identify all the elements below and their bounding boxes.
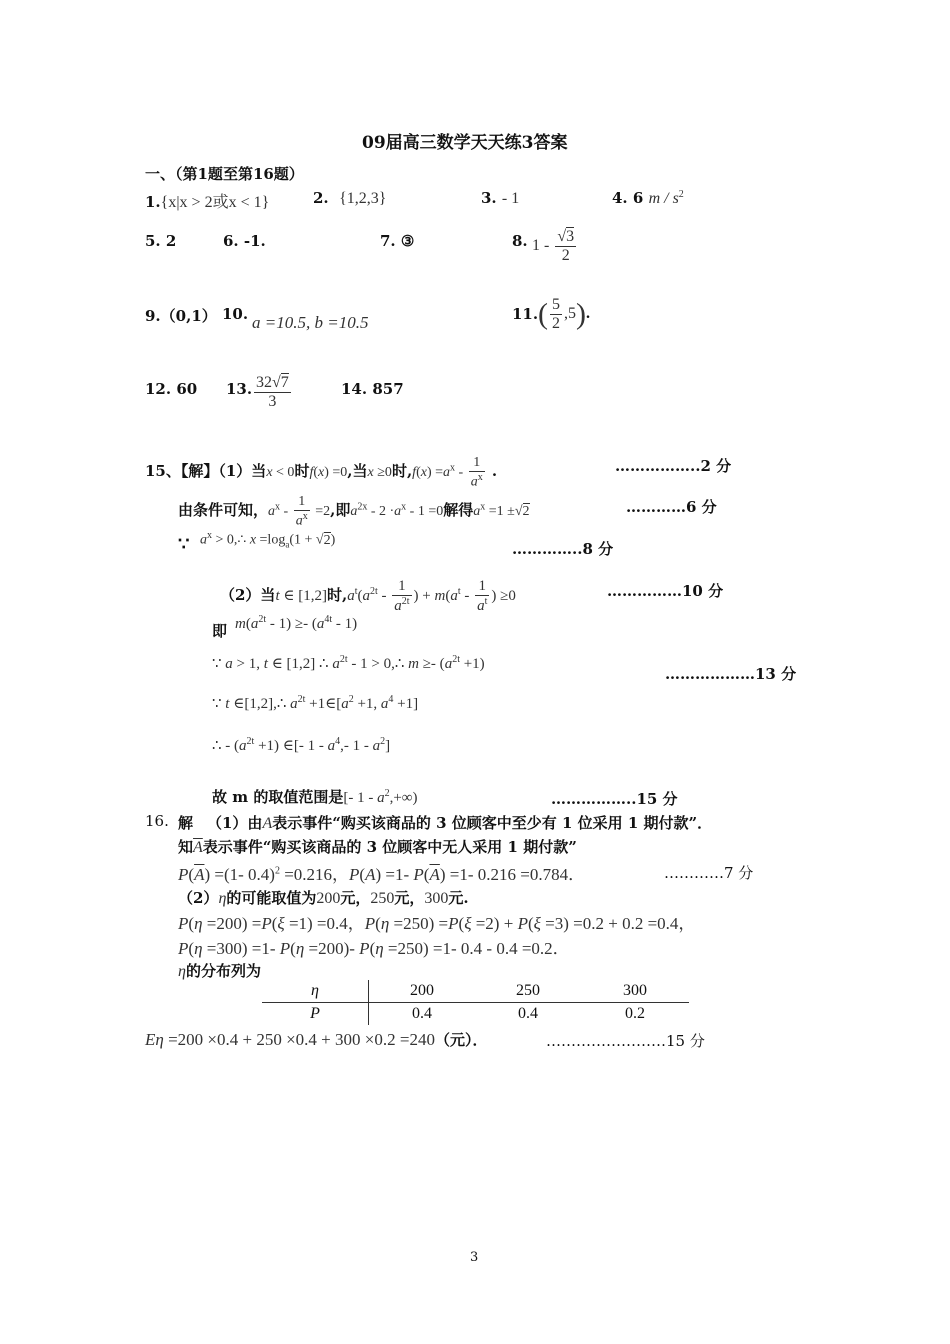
p15-conclusion: 故 m 的取值范围是[- $1 - a^2,+\infty$) — [212, 788, 418, 806]
table-cell: 200 — [369, 980, 476, 1003]
p16-number: 16. — [145, 812, 169, 830]
answer-4-unit: m / s — [648, 190, 679, 207]
p15-score-6: …………6 分 — [626, 498, 717, 516]
answer-5: 5. 2 — [145, 232, 177, 250]
table-cell: 0.4 — [412, 1005, 432, 1022]
table-row — [262, 1003, 689, 1026]
p16-line2: 知$\overline{A}$表示事件“购买该商品的 3 位顾客中无人采用 1 期付款” — [178, 838, 577, 856]
p16-score-15: ……………………15 分 — [546, 1032, 705, 1050]
p16-prob-300: P(η =300) =1- P(η =200)- P(η =250) =1- 0.4 - 0.4 =0.2． — [178, 939, 570, 958]
p15-line1: 15、【解】（1）当x < 0时f(x) =0,当x ≥0时$,f(x) =a^x$ - $\frac{1}{a^x}$ . — [145, 455, 498, 490]
answer-2-expression: {1,2,3} — [339, 190, 387, 207]
p15-ji: 即 — [212, 622, 228, 640]
p16-jie: 解 — [178, 814, 194, 832]
table-cell: 0.4 — [518, 1005, 538, 1022]
distribution-table — [262, 980, 689, 1025]
p15-score-2: ……………..2 分 — [615, 457, 732, 475]
table-cell: 250 — [475, 980, 581, 1003]
section-heading: 一、（第1题至第16题） — [145, 165, 304, 183]
answer-3: 3. - 1 — [481, 189, 520, 207]
answer-2: 2. {1,2,3} — [313, 189, 387, 207]
p15-inequality-3: ∵ t ∈[1,2],∴ $a^{2t}$ $+1\in[a^2 +1$, $a^4 +1$] — [212, 694, 419, 712]
answer-10-expression: a =10.5, b =10.5 — [252, 313, 369, 332]
answer-9: 9.（0,1） — [145, 307, 217, 325]
answer-11-label: 11. — [512, 305, 539, 323]
table-header-row — [262, 980, 689, 1003]
p15-score-13: ………………13 分 — [665, 665, 797, 683]
answer-8-expression: 1 - $\frac{√3}{2}$ — [532, 228, 575, 264]
answer-3-expression: - 1 — [501, 190, 520, 207]
p16-line1: （1）由A表示事件“购买该商品的 3 位顾客中至少有 1 位采用 1 期付款”． — [207, 814, 713, 832]
because-symbol: ∵ — [178, 534, 190, 555]
answer-13-expression: $\frac{32√7}{3}$ — [256, 374, 289, 410]
answer-4: 4. 6 m / $s^2$ — [612, 189, 684, 207]
p16-prob-200-250: P(η =200) =P(ξ =1) =0.4，P(η =250) =P(ξ =2) + P(ξ =3) =0.2 + 0.2 =0.4， — [178, 914, 696, 933]
answer-12: 12. 60 — [145, 380, 198, 398]
answer-8-label: 8. — [512, 232, 528, 250]
p15-line3-expression: $a^x$ > 0,∴ $x =\log_a(1 + √2)$ — [200, 530, 336, 550]
answer-14: 14. 857 — [341, 380, 404, 398]
p15-inequality-2: ∵ a > 1, t ∈ [1,2] ∴ $a^{2t} - 1$ > 0,∴ $m \ge- (a^{2t} +1)$ — [212, 654, 485, 672]
table-cell: η — [262, 980, 369, 1003]
answer-1-expression: {x|x > 2或x < 1} — [160, 194, 270, 211]
answer-6: 6. -1. — [223, 232, 266, 250]
p16-prob-line: $P(\overline{A}) =(1-$ 0.4)$^2$ =0.216，P(A) =1- $P(\overline{A}) =1-$ 0.216 =0.784． — [178, 865, 586, 884]
page-number: 3 — [470, 1250, 479, 1265]
p16-part2: （2）η的可能取值为200元，250元，300元. — [178, 889, 469, 907]
table-cell: 300 — [581, 980, 689, 1003]
p15-score-15: ……………..15 分 — [551, 790, 678, 808]
p15-inequality-1: $m(a^{2t} - 1) \ge- (a^{4t} - 1)$ — [235, 614, 358, 632]
p16-dist-caption: η的分布列为 — [178, 962, 261, 980]
answer-13-label: 13. — [226, 380, 253, 398]
table-cell: 0.2 — [625, 1005, 645, 1022]
p15-inequality-4: ∴ - $(a^{2t} +1)$ ∈[- $1 - a^4,-$ $1 - a^2$] — [212, 736, 391, 754]
answer-7: 7. ③ — [380, 232, 415, 250]
p15-score-8: …………..8 分 — [512, 540, 614, 558]
page-title: 09届高三数学天天练3答案 — [362, 133, 568, 153]
answer-1-label: 1.{x|x > 2或x < 1} — [145, 193, 270, 211]
answer-10-label: 10. — [222, 305, 249, 323]
p15-line2: 由条件可知，$a^x$ - $\frac{1}{a^x}$ =2,即$a^{2x} - 2 \cdot a^x - 1 =0$解得$a^x =1 \pm√2$ — [178, 494, 530, 529]
p16-expectation: Eη =200 ×0.4 + 250 ×0.4 + 300 ×0.2 =240（元）． — [145, 1030, 488, 1049]
p15-part2: （2）当t ∈ [1,2]时$,a^t(a^{2t}$ - $\frac{1}{a^{2t}}$ ) + $m(a^t$ - $\frac{1}{a^t}$ ) ≥0 — [220, 578, 516, 614]
answer-11-expression: ( $\frac{5}{2}$ ,5). — [538, 296, 590, 332]
p16-score-7: …………7 分 — [664, 864, 754, 882]
p15-score-10: ……………10 分 — [607, 582, 724, 600]
table-cell: P — [262, 1003, 369, 1026]
